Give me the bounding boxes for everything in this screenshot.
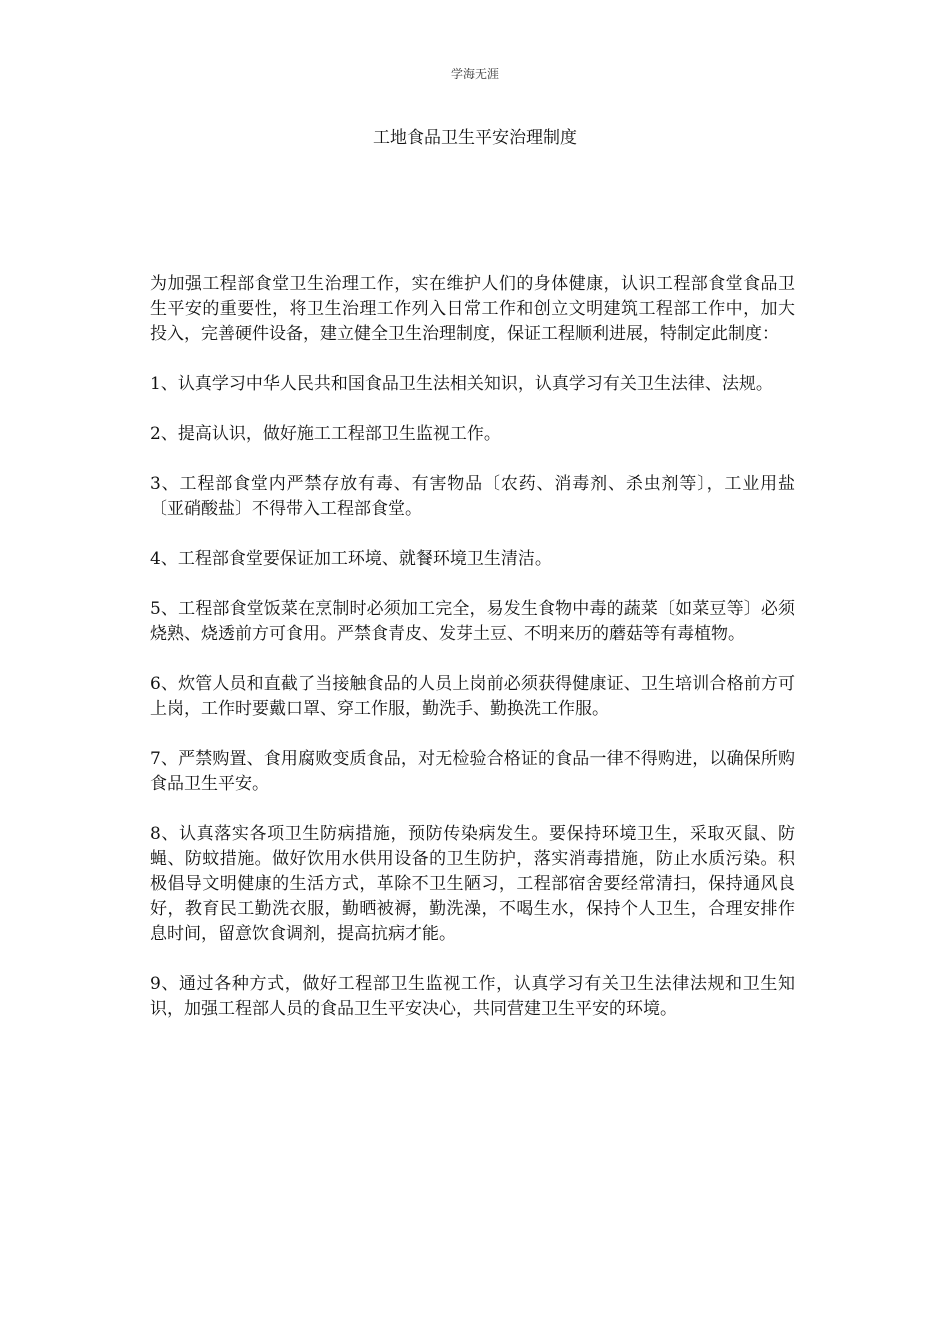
rule-item-9: 9、通过各种方式，做好工程部卫生监视工作，认真学习有关卫生法律法规和卫生知识，加强工程部人员的食品卫生平安决心，共同营建卫生平安的环境。 — [150, 974, 795, 1019]
rule-item-4: 4、工程部食堂要保证加工环境、就餐环境卫生清洁。 — [150, 549, 552, 569]
rule-item-7: 7、严禁购置、食用腐败变质食品，对无检验合格证的食品一律不得购进，以确保所购食品卫生平安。 — [150, 749, 795, 794]
rule-item-5: 5、工程部食堂饭菜在烹制时必须加工完全，易发生食物中毒的蔬菜〔如菜豆等〕必须烧熟、烧透前方可食用。严禁食青皮、发芽土豆、不明来历的蘑菇等有毒植物。 — [150, 599, 795, 644]
page-header: 学海无涯 — [450, 67, 499, 81]
rule-item-3: 3、工程部食堂内严禁存放有毒、有害物品〔农药、消毒剂、杀虫剂等〕，工业用盐〔亚硝酸盐〕不得带入工程部食堂。 — [150, 474, 795, 519]
rule-item-8: 8、认真落实各项卫生防病措施，预防传染病发生。要保持环境卫生，采取灭鼠、防蝇、防蚊措施。做好饮用水供用设备的卫生防护，落实消毒措施，防止水质污染。积极倡导文明健康的生活方式，革除不卫生陋习，工程部宿舍要经常清扫，保持通风良好，教育民工勤洗衣服，勤晒被褥，勤洗澡，不喝生水，保持个人卫生，合理安排作息时间，留意饮食调剂，提高抗病才能。 — [150, 824, 795, 944]
document-body — [150, 272, 795, 1047]
rule-item-1: 1、认真学习中华人民共和国食品卫生法相关知识，认真学习有关卫生法律、法规。 — [150, 374, 773, 394]
intro-paragraph: 为加强工程部食堂卫生治理工作，实在维护人们的身体健康，认识工程部食堂食品卫生平安的重要性，将卫生治理工作列入日常工作和创立文明建筑工程部工作中，加大投入，完善硬件设备，建立健全卫生治理制度，保证工程顺利进展，特制定此制度： — [150, 274, 795, 344]
rule-item-2: 2、提高认识，做好施工工程部卫生监视工作。 — [150, 424, 501, 444]
rule-item-6: 6、炊管人员和直截了当接触食品的人员上岗前必须获得健康证、卫生培训合格前方可上岗，工作时要戴口罩、穿工作服，勤洗手、勤换洗工作服。 — [150, 674, 795, 719]
document-title: 工地食品卫生平安治理制度 — [373, 128, 577, 148]
